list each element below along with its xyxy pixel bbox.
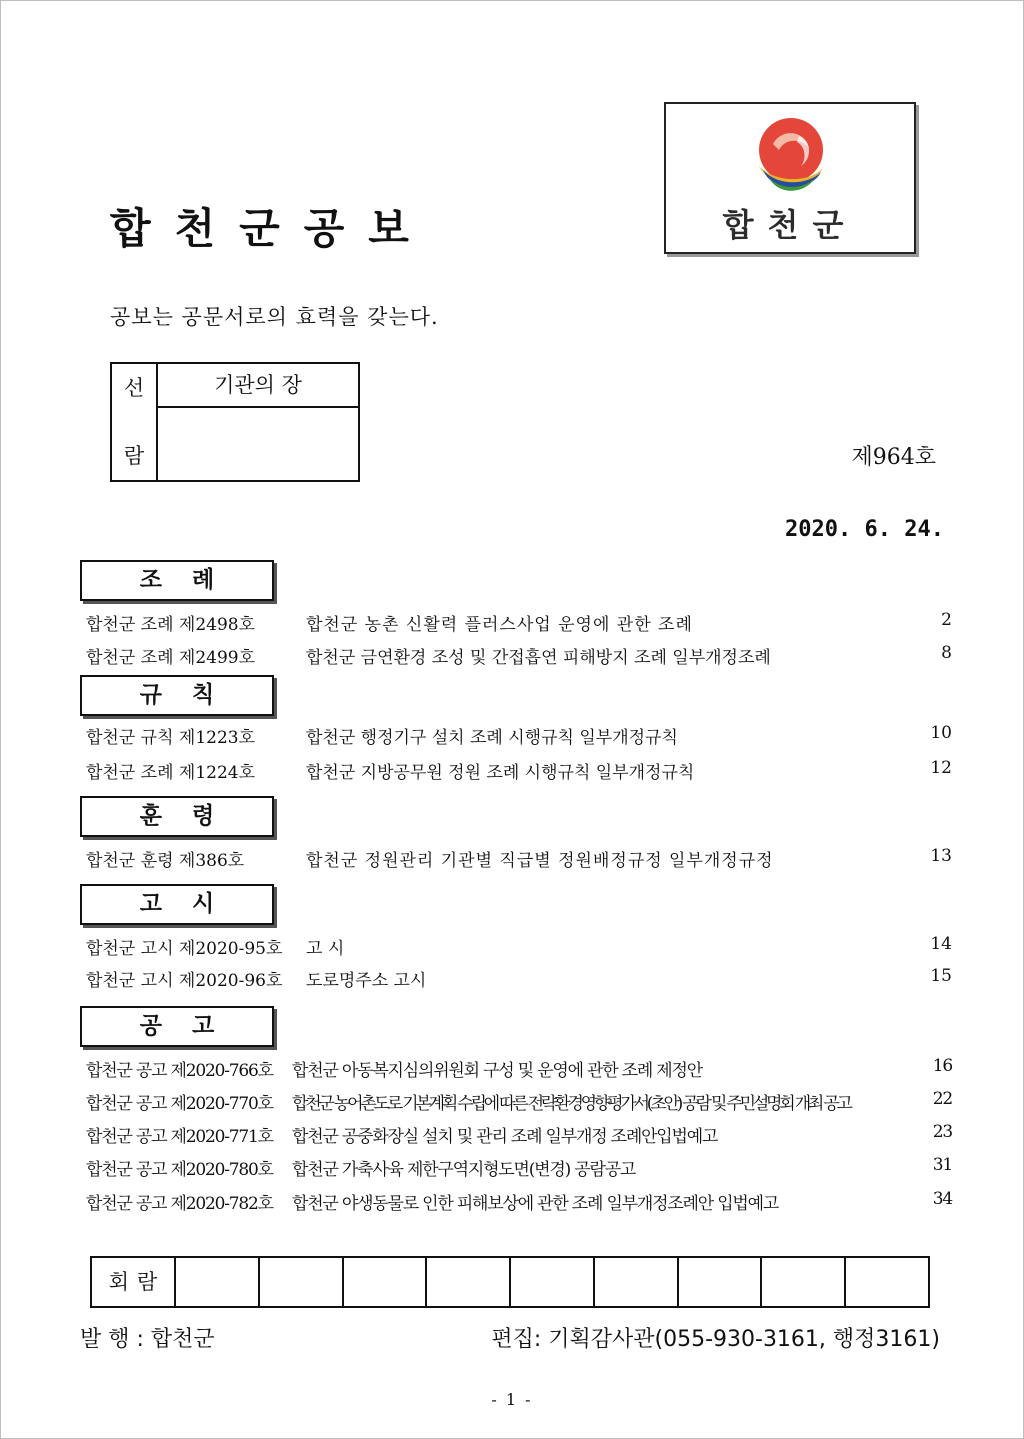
entry-code: 합천군 조례 제2499호 [86, 648, 256, 668]
issue-number: 제964호 [851, 445, 936, 470]
entry-page: 22 [932, 1089, 952, 1109]
logo-text: 합천군 [722, 206, 858, 244]
entry-title: 합천군 농어촌도로 기본계획 수립에 따른 전략환경영향평가서(초안) 공람 및 주민설명회 개최 공고 [292, 1094, 850, 1114]
editor-contact: 편집: 기획감사관(055-930-3161, 행정3161) [491, 1327, 940, 1352]
toc-entry[interactable] [86, 1189, 952, 1215]
entry-title: 합천군 아동복지심의위원회 구성 및 운영에 관한 조례 제정안 [292, 1061, 702, 1081]
entry-code: 합천군 규칙 제1223호 [86, 728, 256, 748]
toc-entry[interactable] [86, 610, 952, 636]
publisher: 발 행 : 합천군 [80, 1327, 215, 1352]
entry-title: 합천군 야생동물로 인한 피해보상에 관한 조례 일부개정조례안 입법예고 [292, 1194, 779, 1214]
entry-page: 10 [930, 723, 952, 743]
entry-page: 31 [932, 1155, 952, 1175]
entry-code: 합천군 훈령 제386호 [86, 851, 245, 871]
entry-title: 합천군 정원관리 기관별 직급별 정원배정규정 일부개정규정 [306, 851, 774, 871]
section-rule-header: 규칙 [80, 675, 274, 716]
reading-cell [344, 1258, 428, 1306]
review-side-cell [112, 364, 158, 480]
entry-title: 합천군 가축사육 제한구역지형도면(변경) 공람공고 [292, 1160, 636, 1180]
entry-title: 합천군 농촌 신활력 플러스사업 운영에 관한 조례 [306, 615, 693, 635]
entry-page: 14 [930, 934, 952, 954]
reading-cell [846, 1258, 928, 1306]
toc-entry[interactable] [86, 846, 952, 872]
reading-cell [595, 1258, 679, 1306]
toc-entry[interactable] [86, 934, 952, 960]
entry-title: 고 시 [306, 939, 345, 959]
entry-page: 23 [932, 1122, 952, 1142]
entry-code: 합천군 고시 제2020-96호 [86, 971, 283, 991]
entry-page: 13 [930, 846, 952, 866]
entry-code: 합천군 공고 제2020-770호 [86, 1094, 273, 1114]
entry-title: 합천군 지방공무원 정원 조례 시행규칙 일부개정규칙 [306, 763, 695, 783]
entry-code: 합천군 공고 제2020-782호 [86, 1194, 273, 1214]
entry-title: 도로명주소 고시 [306, 971, 427, 991]
toc-entry[interactable] [86, 966, 952, 992]
entry-page: 12 [930, 758, 952, 778]
entry-code: 합천군 공고 제2020-771호 [86, 1127, 273, 1147]
review-table [110, 362, 360, 482]
review-side-top: 선 [123, 376, 145, 400]
entry-title: 합천군 금연환경 조성 및 간접흡연 피해방지 조례 일부개정조례 [306, 648, 771, 668]
toc-entry[interactable] [86, 1122, 952, 1148]
toc-entry[interactable] [86, 1089, 952, 1115]
reading-cell [260, 1258, 344, 1306]
county-emblem-icon [751, 114, 831, 196]
entry-page: 8 [941, 643, 952, 663]
reading-cell [679, 1258, 763, 1306]
review-side-bottom: 람 [123, 444, 145, 468]
entry-title: 합천군 행정기구 설치 조례 시행규칙 일부개정규칙 [306, 728, 678, 748]
subtitle: 공보는 공문서로의 효력을 갖는다. [110, 305, 439, 329]
reading-table [90, 1256, 930, 1308]
county-logo-box [664, 102, 916, 254]
page-number: - 1 - [491, 1390, 533, 1409]
reading-label: 회람 [92, 1258, 176, 1306]
reading-cell [762, 1258, 846, 1306]
entry-page: 15 [930, 966, 952, 986]
section-ordinance-header: 조례 [80, 560, 274, 601]
section-announcement-header: 공고 [80, 1006, 274, 1047]
reading-cell [176, 1258, 260, 1306]
reading-cell [427, 1258, 511, 1306]
entry-code: 합천군 조례 제1224호 [86, 763, 256, 783]
review-head: 기관의 장 [158, 364, 358, 408]
entry-code: 합천군 공고 제2020-780호 [86, 1160, 273, 1180]
entry-code: 합천군 공고 제2020-766호 [86, 1061, 273, 1081]
toc-entry[interactable] [86, 1056, 952, 1082]
section-notice-header: 고시 [80, 884, 274, 925]
entry-code: 합천군 조례 제2498호 [86, 615, 256, 635]
issue-date: 2020. 6. 24. [785, 517, 944, 542]
toc-entry[interactable] [86, 643, 952, 669]
section-directive-header: 훈령 [80, 796, 274, 837]
entry-page: 2 [941, 610, 952, 630]
entry-page: 16 [932, 1056, 952, 1076]
entry-page: 34 [932, 1189, 952, 1209]
toc-entry[interactable] [86, 723, 952, 749]
toc-entry[interactable] [86, 758, 952, 784]
entry-title: 합천군 공중화장실 설치 및 관리 조례 일부개정 조례안입법예고 [292, 1127, 718, 1147]
toc-entry[interactable] [86, 1155, 952, 1181]
document-title: 합천군공보 [110, 204, 433, 253]
reading-cell [511, 1258, 595, 1306]
entry-code: 합천군 고시 제2020-95호 [86, 939, 283, 959]
